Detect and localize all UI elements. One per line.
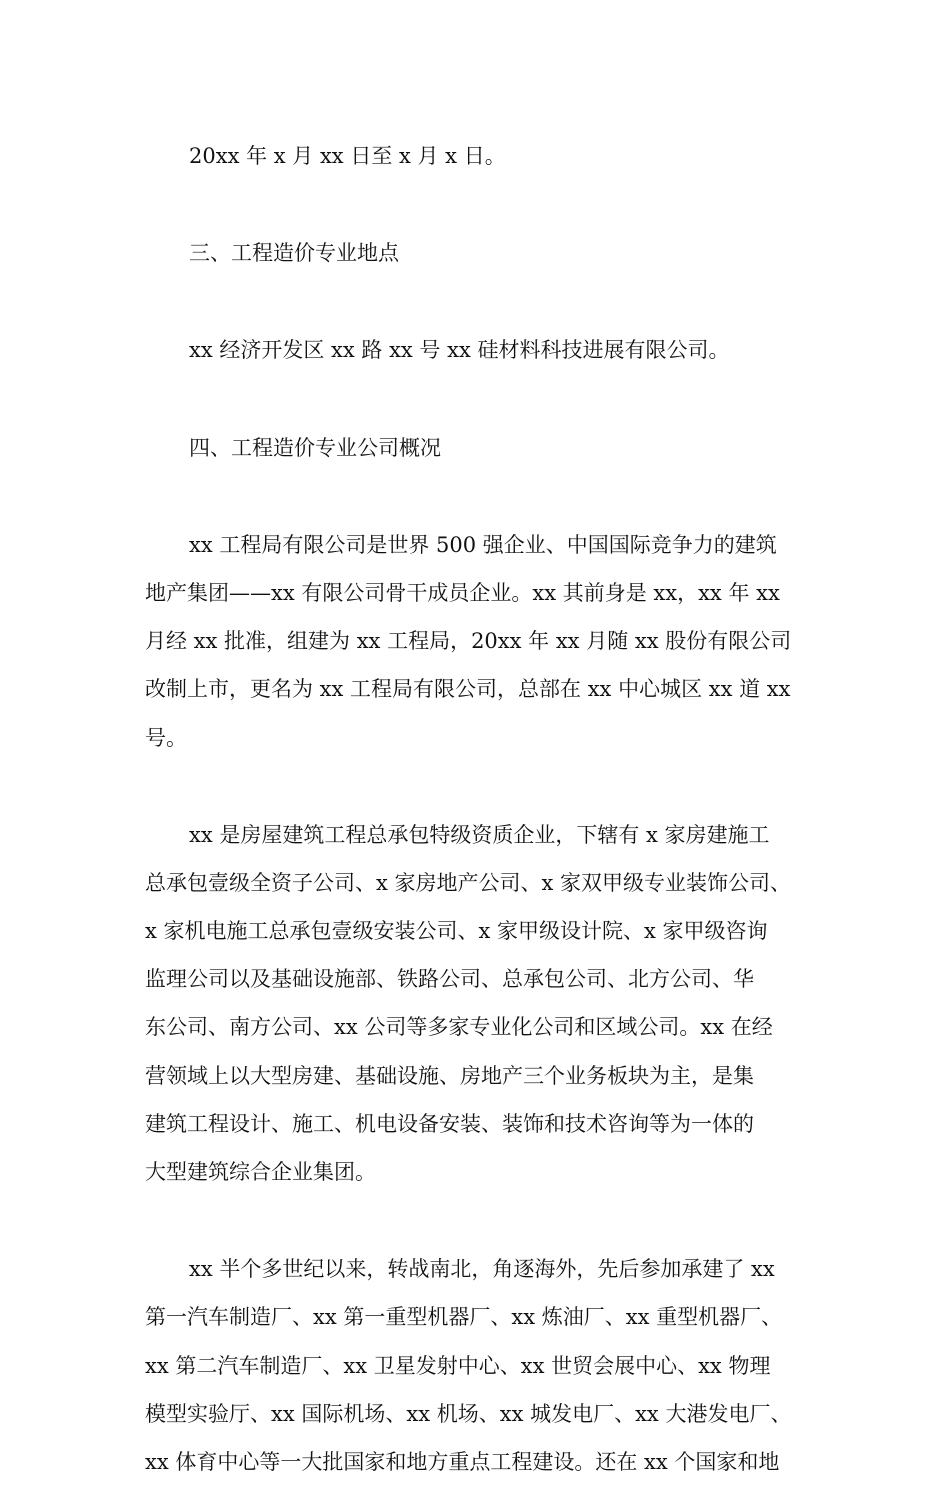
section-heading: 四、工程造价专业公司概况 <box>189 435 441 460</box>
paragraph-gap <box>145 1196 825 1245</box>
text-line: 建筑工程设计、施工、机电设备安装、装饰和技术咨询等为一体的 <box>145 1111 754 1136</box>
text-line: 东公司、南方公司、xx 公司等多家专业化公司和区域公司。xx 在经 <box>145 1015 773 1040</box>
text-line: 模型实验厅、xx 国际机场、xx 机场、xx 城发电厂、xx 大港发电厂、 <box>145 1401 792 1426</box>
text-line: 营领域上以大型房建、基础设施、房地产三个业务板块为主，是集 <box>145 1063 754 1088</box>
section-heading: 三、工程造价专业地点 <box>189 241 399 266</box>
text-line: 改制上市，更名为 xx 工程局有限公司，总部在 xx 中心城区 xx 道 xx <box>145 677 791 702</box>
paragraph-gap <box>145 180 825 229</box>
paragraph-gap <box>145 375 825 424</box>
text-line: 地产集团——xx 有限公司骨干成员企业。xx 其前身是 xx，xx 年 xx <box>145 580 780 605</box>
text-line: xx 是房屋建筑工程总承包特级资质企业，下辖有 x 家房建施工 <box>189 822 770 847</box>
paragraph-gap <box>145 472 825 521</box>
text-line: 第一汽车制造厂、xx 第一重型机器厂、xx 炼油厂、xx 重型机器厂、 <box>145 1305 783 1330</box>
text-line: x 家机电施工总承包壹级安装公司、x 家甲级设计院、x 家甲级咨询 <box>145 919 768 944</box>
paragraph-gap <box>145 277 825 326</box>
text-line: 月经 xx 批准，组建为 xx 工程局，20xx 年 xx 月随 xx 股份有限公司 <box>145 629 792 654</box>
text-line: 总承包壹级全资子公司、x 家房地产公司、x 家双甲级专业装饰公司、 <box>145 870 792 895</box>
text-line: xx 半个多世纪以来，转战南北，角逐海外，先后参加承建了 xx <box>189 1257 775 1282</box>
text-line: 号。 <box>145 725 187 750</box>
text-line: 20xx 年 x 月 xx 日至 x 月 x 日。 <box>189 144 506 168</box>
text-line: xx 经济开发区 xx 路 xx 号 xx 硅材料科技进展有限公司。 <box>189 338 730 363</box>
text-line: 监理公司以及基础设施部、铁路公司、总承包公司、北方公司、华 <box>145 967 754 992</box>
text-line: xx 体育中心等一大批国家和地方重点工程建设。还在 xx 个国家和地 <box>145 1449 780 1474</box>
text-line: xx 工程局有限公司是世界 500 强企业、中国国际竞争力的建筑 <box>189 532 777 557</box>
text-line: 大型建筑综合企业集团。 <box>145 1160 376 1184</box>
text-line: xx 第二汽车制造厂、xx 卫星发射中心、xx 世贸会展中心、xx 物理 <box>145 1353 771 1378</box>
paragraph-gap <box>145 762 825 811</box>
document-body <box>145 132 825 1486</box>
